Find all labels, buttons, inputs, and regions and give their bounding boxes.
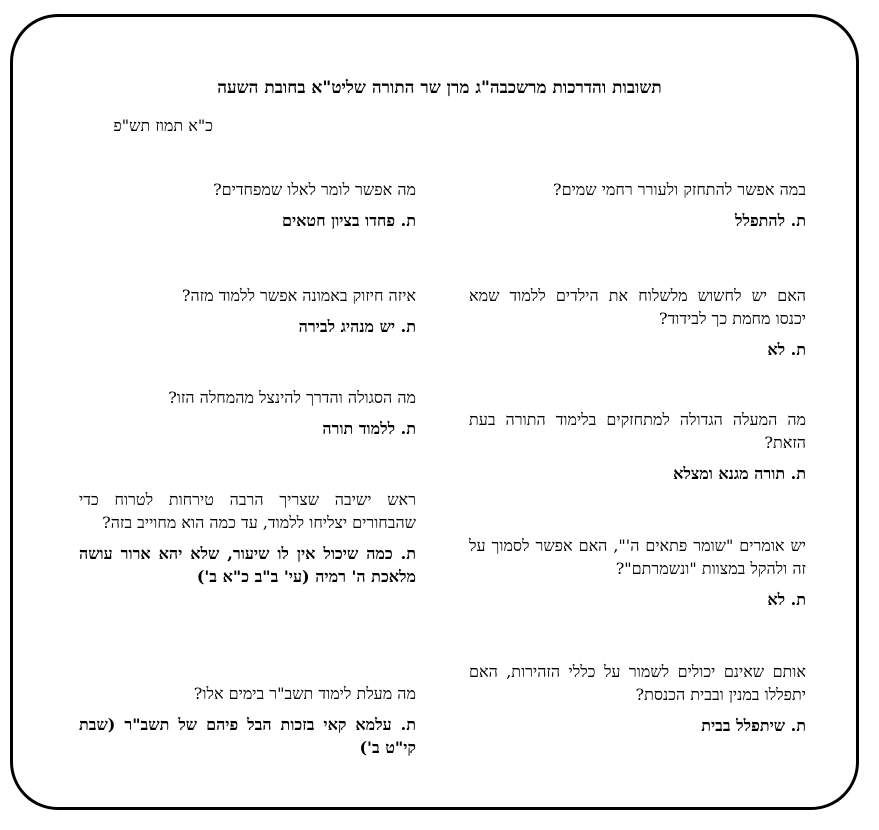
- question-text: מה אפשר לומר לאלו שמפחדים?: [213, 180, 416, 199]
- qa-item: [79, 488, 416, 588]
- answer-text: ת. שיתפלל בבית: [701, 716, 806, 735]
- qa-item: [79, 682, 416, 759]
- question-text: ראש ישיבה שצריך הרבה טירחות לטרוח כדי שהבחורים יצליחו ללמוד, עד כמה הוא מחוייב בזה?: [79, 490, 416, 532]
- document-title: תשובות והדרכות מרשכבה"ג מרן שר התורה שליט"א בחובת השעה: [217, 78, 662, 98]
- answer-text: ת. לא: [767, 590, 806, 609]
- answer-text: ת. עלמא קאי בזכות הבל פיהם של תשב"ר (שבת קי"ט ב'): [79, 715, 416, 757]
- answer-text: ת. לא: [767, 340, 806, 359]
- question-text: האם יש לחשוש מלשלוח את הילדים ללמוד שמא יכנסו מחמת כך לבידוד?: [469, 286, 806, 328]
- answer-text: ת. ללמוד תורה: [322, 419, 416, 438]
- question-text: מה המעלה הגדולה למתחזקים בלימוד התורה בעת הזאת?: [469, 410, 806, 452]
- answer-text: ת. יש מנהיג לבירה: [298, 317, 416, 336]
- qa-item: [469, 408, 806, 485]
- qa-item: [469, 178, 806, 232]
- qa-item: [79, 386, 416, 440]
- question-text: איזה חיזוק באמונה אפשר ללמוד מזה?: [181, 286, 416, 305]
- answer-text: ת. להתפלל: [734, 211, 806, 230]
- qa-item: [469, 660, 806, 737]
- question-text: מה הסגולה והדרך להינצל מהמחלה הזו?: [168, 388, 416, 407]
- document-date: כ"א תמוז תש"פ: [113, 116, 213, 135]
- qa-item: [79, 284, 416, 338]
- qa-item: [79, 178, 416, 232]
- answer-text: ת. כמה שיכול אין לו שיעור, שלא יהא ארור עושה מלאכת ה' רמיה (עי' ב"ב כ"א ב'): [79, 544, 416, 586]
- question-text: מה מעלת לימוד תשב"ר בימים אלו?: [193, 684, 416, 703]
- answer-text: ת. תורה מגנא ומצלא: [673, 464, 806, 483]
- qa-item: [469, 284, 806, 361]
- question-text: במה אפשר להתחזק ולעורר רחמי שמים?: [553, 180, 806, 199]
- question-text: אותם שאינם יכולים לשמור על כללי הזהירות, האם יתפללו במנין ובבית הכנסת?: [469, 662, 806, 704]
- question-text: יש אומרים "שומר פתאים ה'", האם אפשר לסמוך על זה ולהקל במצוות "ונשמרתם"?: [469, 536, 806, 578]
- answer-text: ת. פחדו בציון חטאים: [281, 211, 416, 230]
- qa-item: [469, 534, 806, 611]
